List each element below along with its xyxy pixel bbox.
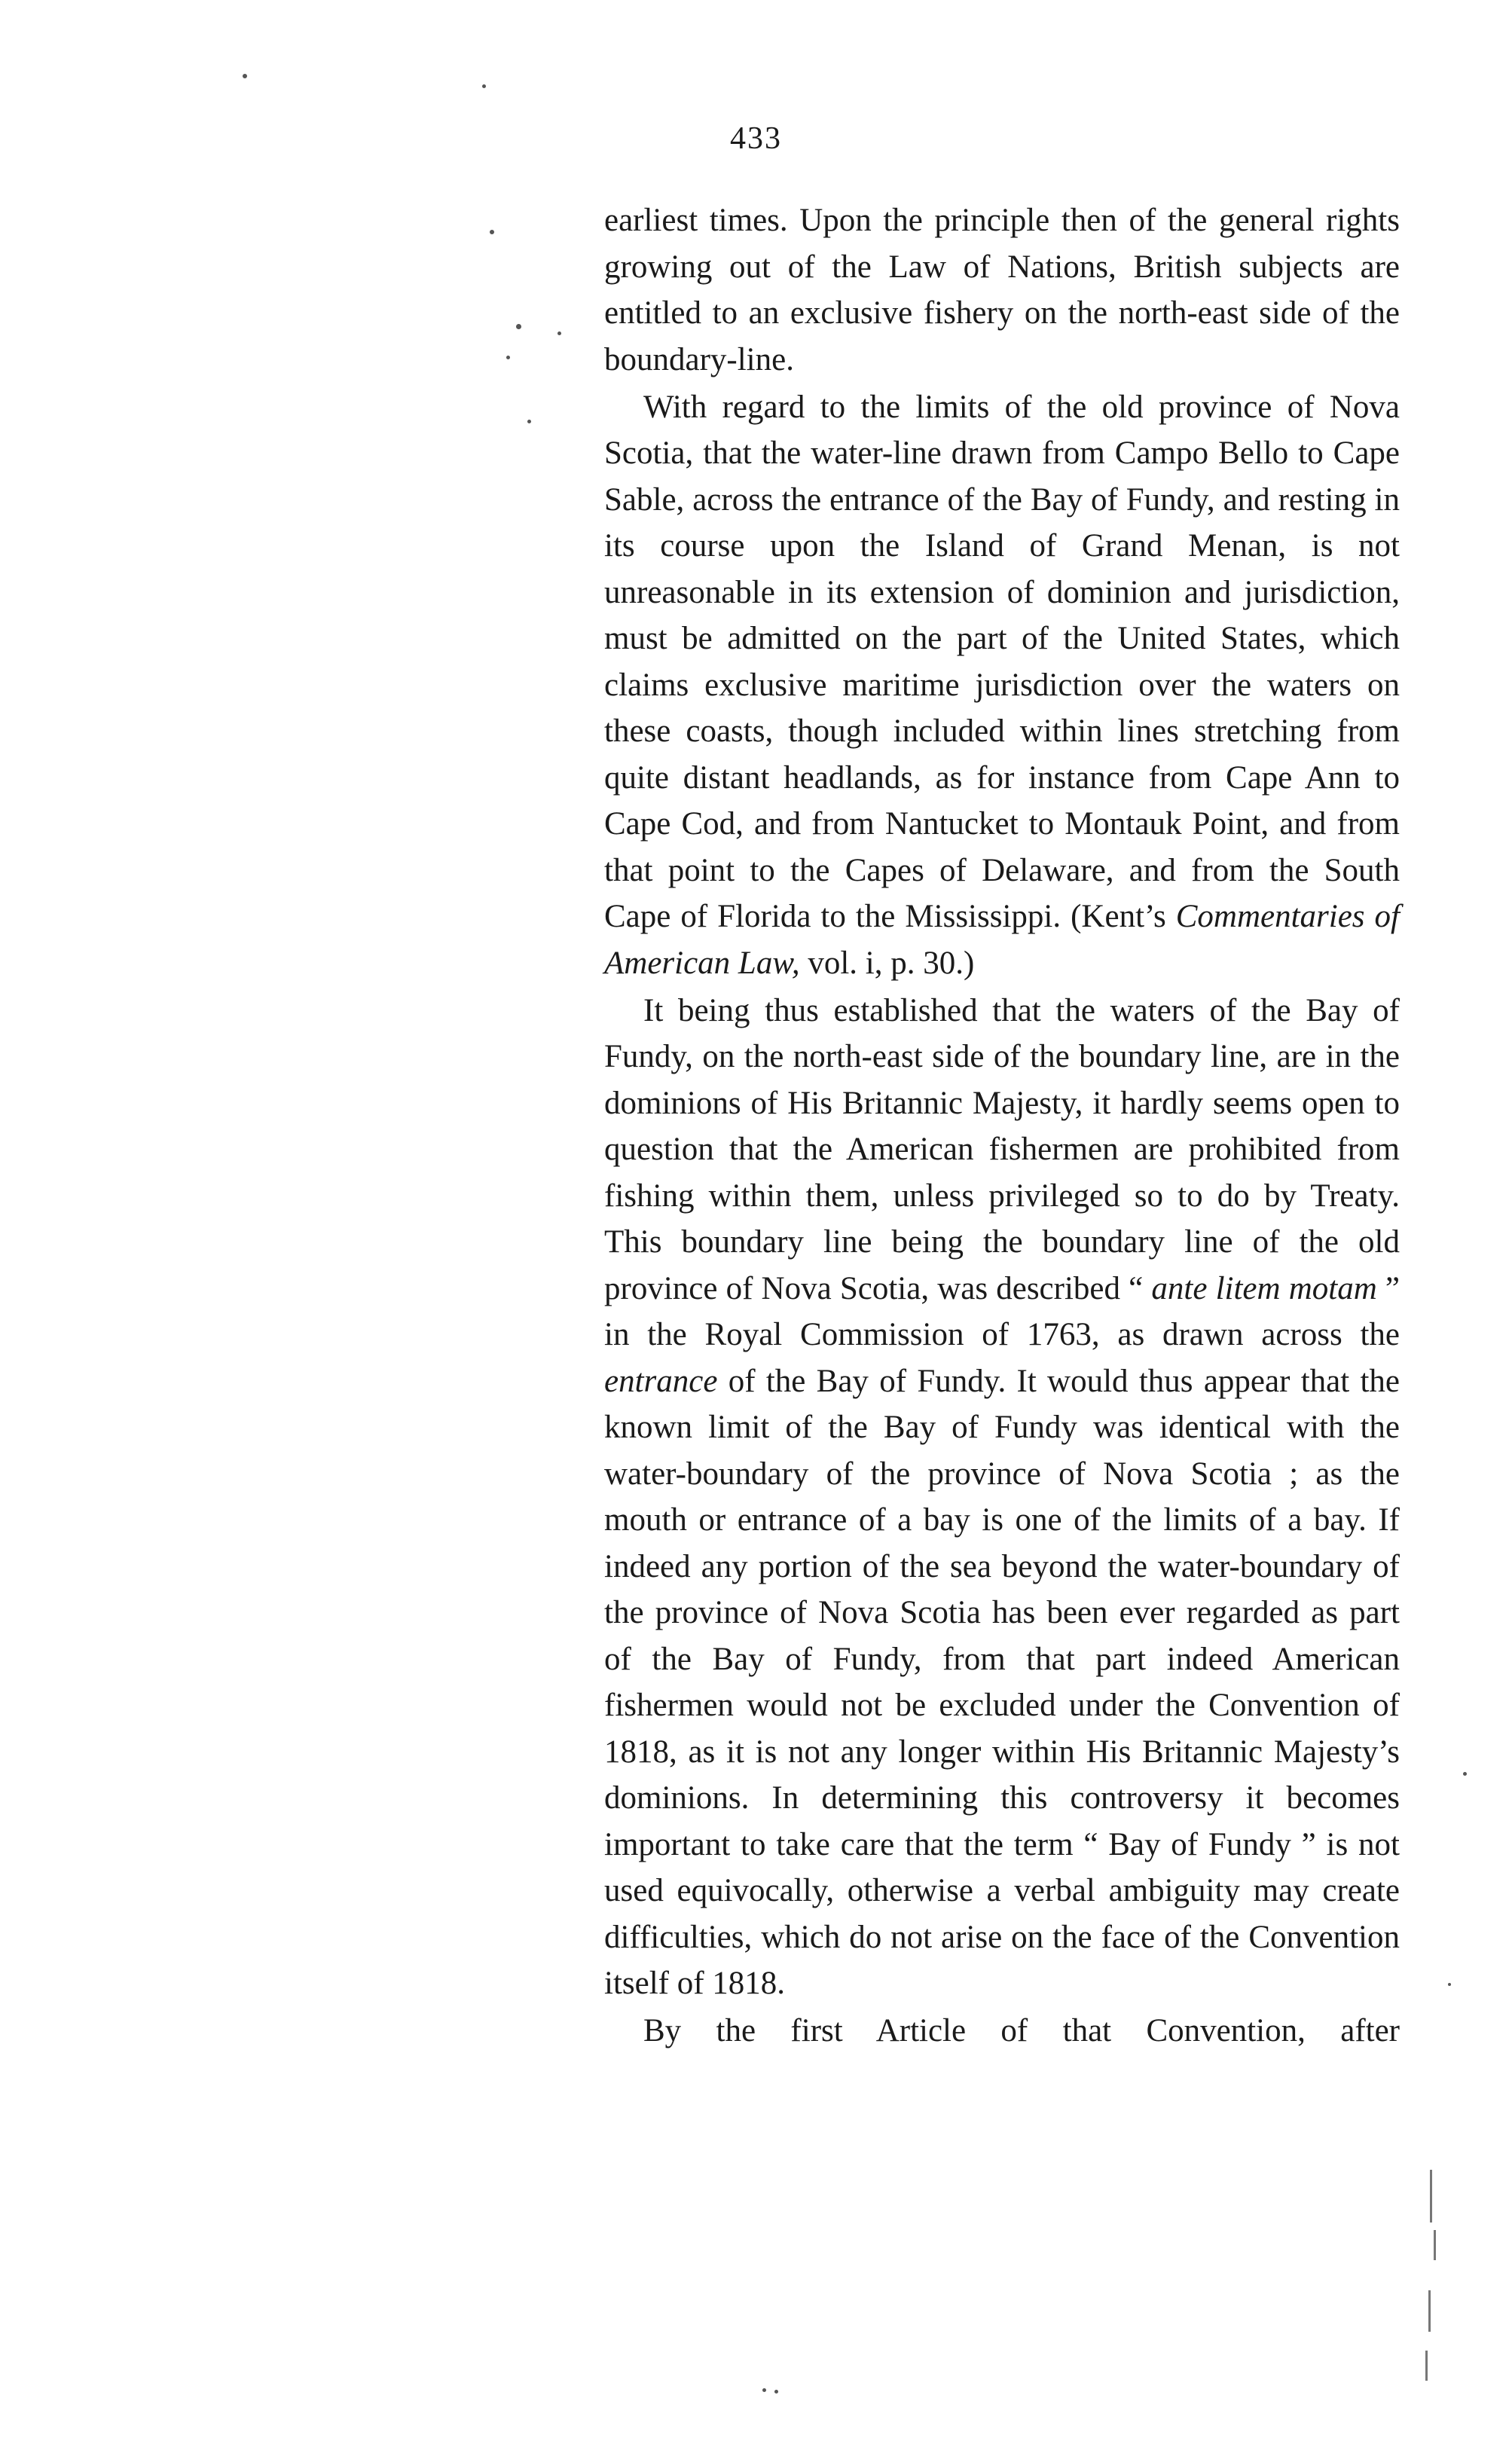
scan-speck [527, 420, 531, 423]
citation-title: Commentaries of American Law, [604, 899, 1400, 981]
paragraph-2 [604, 384, 1400, 987]
paragraph-3 [604, 988, 1400, 2007]
paragraph-text: With regard to the limits of the old province of Nova Scotia, that the water-line drawn from Campo Bello to Cape Sable, across the entrance of the Bay of Fundy, and resting in its course upon the Island of Grand Menan, is not unreasonable in its extension of dominion and jurisdiction, must be admitted on the part of the United States, which claims exclusive maritime jurisdiction over the waters on these coasts, though included within lines stretching from quite distant headlands, as for instance from Cape Ann to Cape Cod, and from Nantucket to Montauk Point, and from that point to the Capes of Delaware, and from the South Cape of Florida to the Mississippi. (Kent’s [604, 389, 1400, 934]
scan-speck [516, 324, 521, 329]
scan-edge-mark [1430, 2170, 1432, 2223]
paragraph-text: of the Bay of Fundy. It would thus appear that the known limit of the Bay of Fundy was identical with the water-boundary of the province of Nova Scotia ; as the mouth or entrance of a bay is one of the limits of a bay. If indeed any portion of the sea beyond the water-boundary of the province of Nova Scotia has been ever regarded as part of the Bay of Fundy, from that part indeed American fishermen would not be excluded under the Convention of 1818, as it is not any longer within His Britannic Majesty’s dominions. In determining this controversy it becomes important to take care that the term “ Bay of Fundy ” is not used equivocally, otherwise a verbal ambiguity may create difficulties, which do not arise on the face of the Convention itself of 1818. [604, 1363, 1400, 2001]
scan-speck [482, 84, 486, 88]
scan-speck [506, 356, 510, 359]
scan-speck [762, 2388, 766, 2392]
latin-phrase: ante litem motam [1151, 1270, 1377, 1306]
scan-speck [1463, 1772, 1467, 1776]
paragraph-4 [604, 2008, 1400, 2054]
paragraph-text: earliest times. Upon the principle then of the general rights growing out of the Law of Nations, British subjects are entitled to an exclusive fishery on the north-east side of the boundary-line. [604, 203, 1400, 377]
scan-speck [243, 74, 247, 78]
paragraph-text: ” in the Royal Commission of 1763, as drawn across the [604, 1270, 1400, 1352]
page-number: 433 [730, 121, 782, 156]
emphasis-word: entrance [604, 1363, 718, 1399]
scan-speck [490, 230, 494, 234]
paragraph-1 [604, 197, 1400, 383]
scan-edge-mark [1428, 2290, 1431, 2332]
scan-edge-mark [1425, 2351, 1428, 2381]
scan-speck [774, 2390, 778, 2394]
scan-edge-mark [1434, 2230, 1436, 2260]
body-text [604, 197, 1400, 2054]
scan-speck [557, 331, 561, 335]
paragraph-text: vol. i, p. 30.) [799, 945, 975, 981]
scan-speck [1448, 1983, 1451, 1986]
paragraph-text: It being thus established that the waters of the Bay of Fundy, on the north-east side of the boundary line, are in the dominions of His Britannic Majesty, it hardly seems open to question that the American fishermen are prohibited from fishing within them, unless privileged so to do by Treaty. This boundary line being the boundary line of the old province of Nova Scotia, was described “ [604, 992, 1400, 1306]
paragraph-text: By the first Article of that Convention, after [643, 2013, 1400, 2048]
